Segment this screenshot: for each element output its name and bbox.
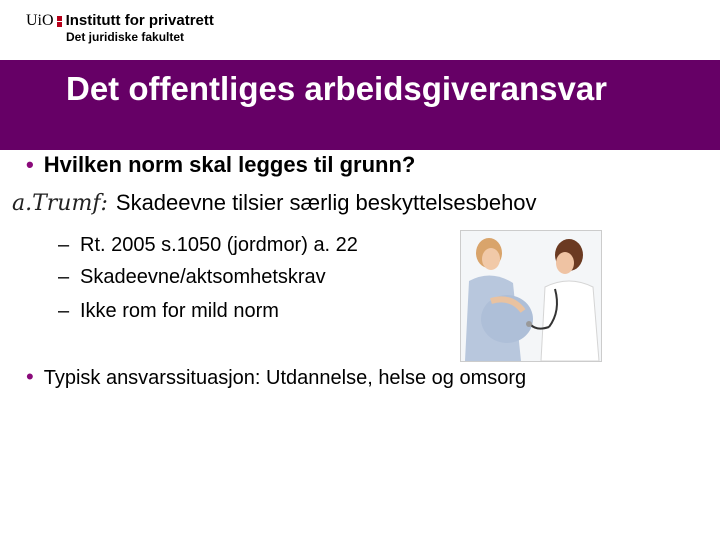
- sub-bullet-1-text: Rt. 2005 s.1050 (jordmor) a. 22: [80, 234, 358, 256]
- midwife-photo-illustration: [461, 231, 601, 361]
- bullet-1-text: Hvilken norm skal legges til grunn?: [43, 152, 416, 177]
- sub-bullet-2-text: Skadeevne/aktsomhetskrav: [80, 266, 326, 288]
- dash-icon: –: [58, 300, 70, 322]
- logo-faculty: Det juridiske fakultet: [66, 30, 185, 44]
- sub-bullet-3-text: Ikke rom for mild norm: [80, 300, 279, 322]
- dash-icon: –: [58, 234, 70, 256]
- logo-institute: Institutt for privatrett: [65, 12, 214, 29]
- sub-bullet-2: [58, 266, 326, 289]
- dash-icon: –: [58, 266, 70, 288]
- bullet-1: [26, 152, 415, 178]
- sub-bullet-3: [58, 300, 279, 323]
- midwife-photo: [460, 230, 602, 362]
- trumf-line: [12, 190, 537, 216]
- logo-dots-icon: [57, 15, 63, 28]
- sub-bullet-1: [58, 234, 358, 257]
- uio-logo: [26, 12, 214, 44]
- trumf-text: Skadeevne tilsier særlig beskyttelsesbehov: [115, 190, 537, 215]
- bullet-2: [26, 364, 526, 390]
- slide-title: Det offentliges arbeidsgiveransvar: [66, 70, 608, 107]
- bullet-dot-icon: •: [26, 152, 34, 177]
- bullet-dot-icon: •: [26, 364, 34, 389]
- trumf-label: a.Trumf:: [12, 191, 108, 216]
- logo-uio: UiO: [26, 12, 54, 29]
- bullet-2-text: Typisk ansvarssituasjon: Utdannelse, helse og omsorg: [43, 367, 527, 389]
